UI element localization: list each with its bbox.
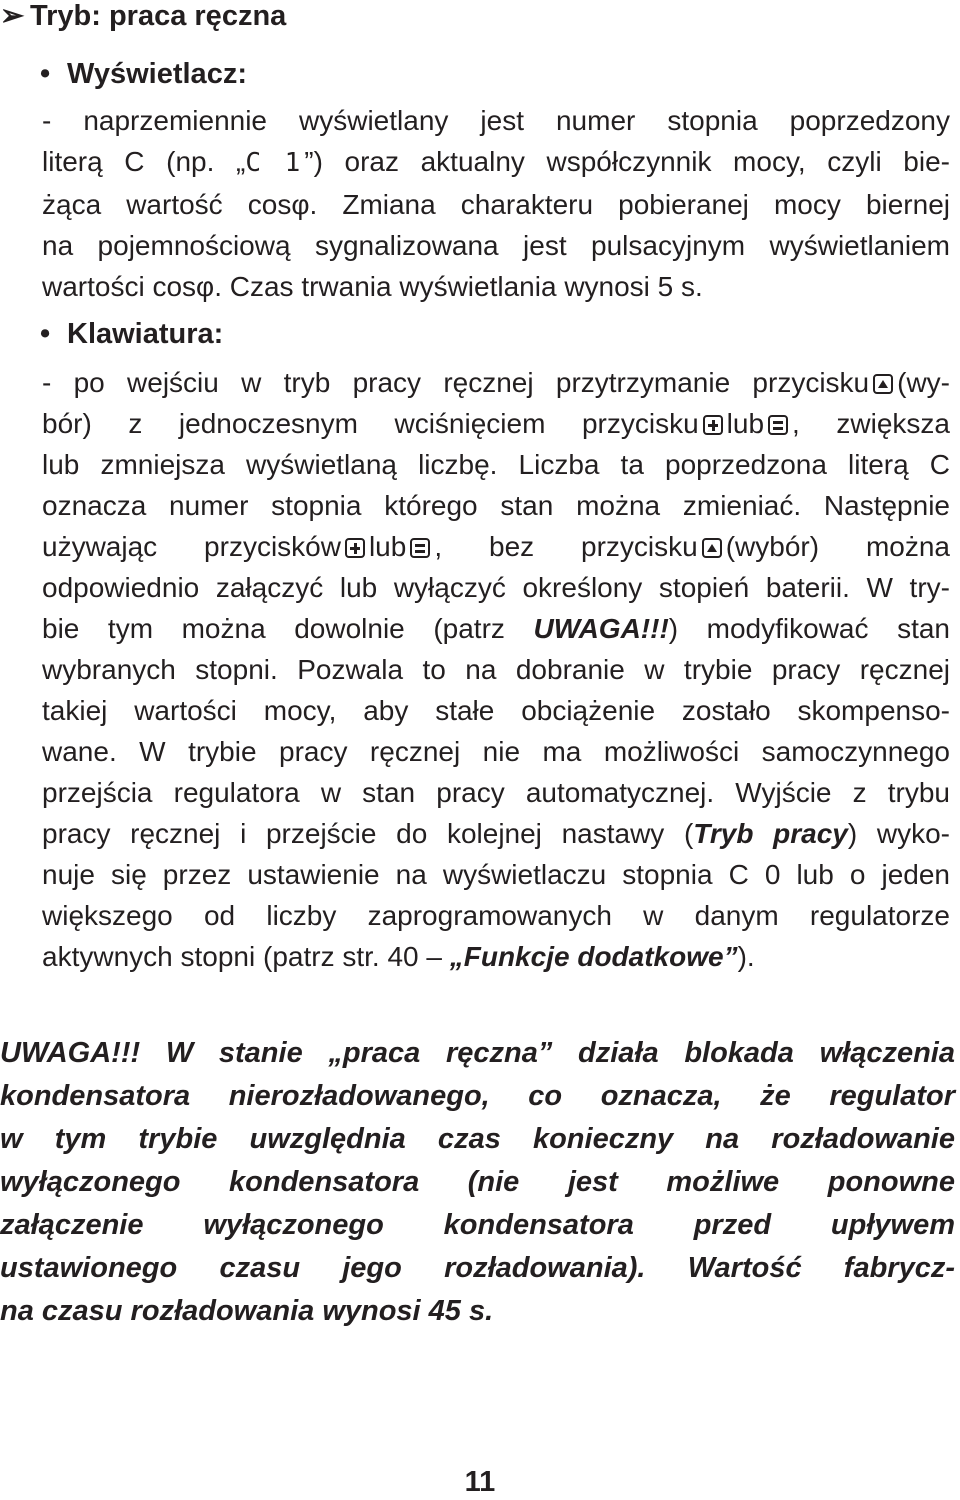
text-span: lub — [726, 408, 765, 439]
text-span: przejścia regulatora w stan pracy automatycznej. Wyjście z trybu — [42, 777, 950, 808]
warning-line: ustawionego czasu jego rozładowania). Wartość fabrycz- — [0, 1252, 955, 1284]
plus-key-icon — [703, 415, 723, 435]
text-span: ) modyfikować stan — [668, 613, 950, 644]
warning-line: wyłączonego kondensatora (nie jest możliwe ponowne — [0, 1166, 955, 1198]
text-span: ”) oraz aktualny współczynnik mocy, czyli bie- — [304, 146, 951, 177]
text-span: takiej wartości mocy, aby stałe obciążenie zostało skompenso- — [42, 695, 950, 726]
text-span: - po wejściu w tryb pracy ręcznej przytrzymanie przycisku — [42, 367, 870, 398]
text-span: lub — [368, 531, 407, 562]
text-line — [42, 225, 950, 266]
text-line — [42, 184, 950, 225]
text-line — [42, 731, 950, 772]
display-description — [42, 100, 950, 307]
text-line — [42, 362, 950, 403]
text-line — [42, 608, 950, 649]
text-span: (wy- — [897, 367, 950, 398]
warning-line: UWAGA!!! W stanie „praca ręczna” działa blokada włączenia — [0, 1037, 955, 1069]
text-span: , zwiększa — [792, 408, 950, 439]
text-line — [42, 895, 950, 936]
text-span: - naprzemiennie wyświetlany jest numer stopnia poprzedzony — [42, 105, 950, 136]
text-span: używając przycisków — [42, 531, 341, 562]
text-line — [42, 854, 950, 895]
keyboard-title: Klawiatura: — [67, 318, 224, 350]
text-span: odpowiednio załączyć lub wyłączyć określony stopień baterii. W try- — [42, 572, 950, 603]
select-key-icon — [873, 374, 893, 394]
minus-key-icon — [410, 538, 430, 558]
text-span: literą C (np. „ — [42, 146, 246, 177]
text-span: aktywnych stopni (patrz str. 40 – — [42, 941, 450, 972]
bullet-icon: • — [40, 318, 51, 350]
keyboard-subheading — [40, 314, 223, 354]
text-span: bie tym można dowolnie (patrz — [42, 613, 534, 644]
text-span: nuje się przez ustawienie na wyświetlaczu stopnia C 0 lub o jeden — [42, 859, 950, 890]
text-span: ). — [737, 941, 755, 972]
plus-key-icon — [345, 538, 365, 558]
display-example: C 1 — [245, 148, 305, 178]
text-line — [42, 100, 950, 141]
text-span: większego od liczby zaprogramowanych w danym regulatorze — [42, 900, 950, 931]
arrow-bullet-icon: ➢ — [0, 0, 25, 32]
section-heading — [0, 0, 286, 36]
text-line — [42, 690, 950, 731]
text-span: (wybór) można — [725, 531, 950, 562]
text-line — [42, 444, 950, 485]
text-span: Tryb pracy — [693, 818, 848, 849]
text-span: wartości cosφ. Czas trwania wyświetlania wynosi 5 s. — [42, 271, 703, 302]
warning-note — [0, 1032, 955, 1333]
text-line — [42, 485, 950, 526]
text-line — [42, 936, 950, 977]
text-line — [42, 266, 950, 307]
text-span: pracy ręcznej i przejście do kolejnej nastawy ( — [42, 818, 694, 849]
text-span: lub zmniejsza wyświetlaną liczbę. Liczba ta poprzedzona literą C — [42, 449, 950, 480]
text-line — [42, 567, 950, 608]
text-line — [42, 772, 950, 813]
minus-key-icon — [768, 415, 788, 435]
text-line — [42, 141, 950, 184]
text-span: żąca wartość cosφ. Zmiana charakteru pobieranej mocy biernej — [42, 189, 950, 220]
text-span: wybranych stopni. Pozwala to na dobranie w trybie pracy ręcznej — [42, 654, 950, 685]
text-span: ) wyko- — [847, 818, 950, 849]
text-line — [42, 526, 950, 567]
warning-line: załączenie wyłączonego kondensatora przed upływem — [0, 1209, 955, 1241]
page-number: 11 — [464, 1466, 496, 1498]
display-title: Wyświetlacz: — [67, 58, 247, 90]
text-line — [42, 403, 950, 444]
text-span: UWAGA!!! — [533, 613, 669, 644]
text-span: na pojemnościową sygnalizowana jest pulsacyjnym wyświetlaniem — [42, 230, 950, 261]
text-line — [42, 649, 950, 690]
text-span: „Funkcje dodatkowe” — [449, 941, 738, 972]
text-line — [42, 813, 950, 854]
warning-line: na czasu rozładowania wynosi 45 s. — [0, 1295, 494, 1327]
bullet-icon: • — [40, 58, 51, 90]
keyboard-description — [42, 362, 950, 977]
heading-text: Tryb: praca ręczna — [30, 0, 287, 32]
select-key-icon — [702, 538, 722, 558]
text-span: oznacza numer stopnia którego stan można zmieniać. Następnie — [42, 490, 950, 521]
warning-line: w tym trybie uwzględnia czas konieczny na rozładowanie — [0, 1123, 955, 1155]
display-subheading — [40, 54, 247, 94]
warning-line: kondensatora nierozładowanego, co oznacza, że regulator — [0, 1080, 955, 1112]
text-span: , bez przycisku — [434, 531, 698, 562]
text-span: wane. W trybie pracy ręcznej nie ma możliwości samoczynnego — [42, 736, 950, 767]
text-span: bór) z jednoczesnym wciśnięciem przycisku — [42, 408, 699, 439]
